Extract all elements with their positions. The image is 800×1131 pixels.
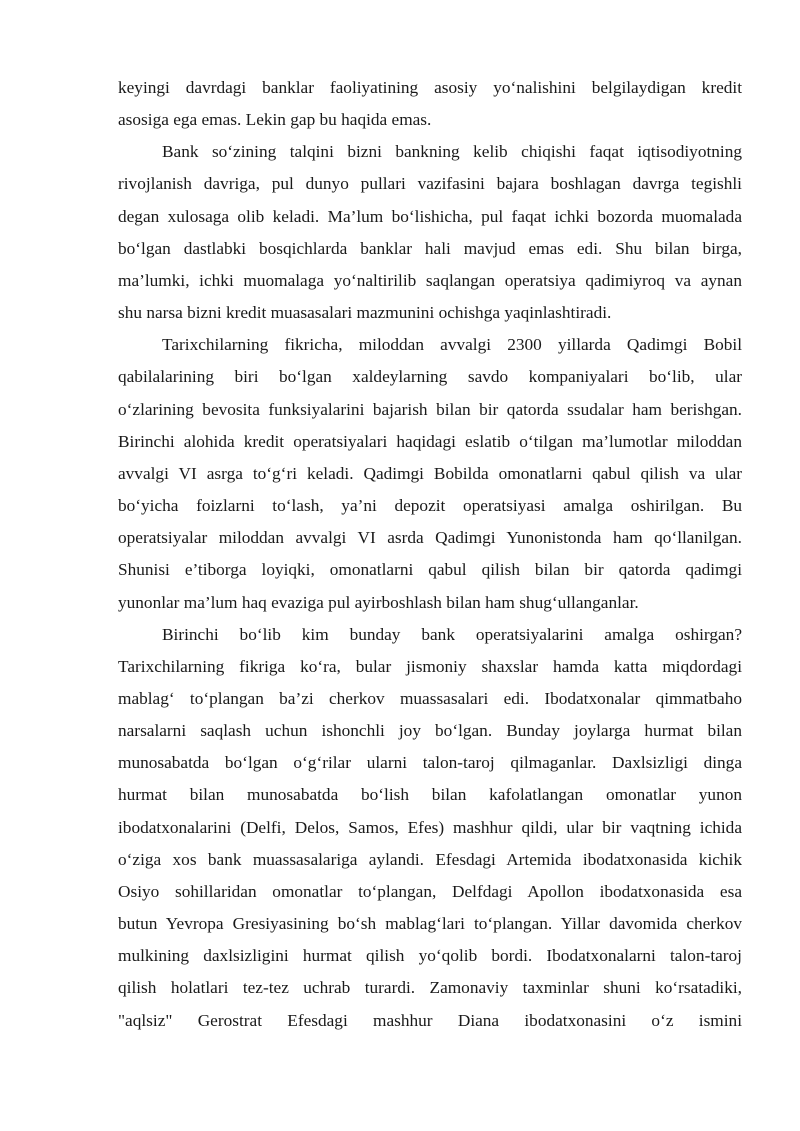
text-line: Bank so‘zining talqini bizni bankning kelib chiqishi faqat iqtisodiyotning: [162, 142, 742, 162]
text-line: Shunisi e’tiborga loyiqki, omonatlarni qabul qilish bilan bir qatorda qadimgi: [118, 560, 742, 580]
paragraph-continuation: [118, 72, 742, 136]
text-line: avvalgi VI asrga to‘g‘ri keladi. Qadimgi Bobilda omonatlarni qabul qilish va ular: [118, 463, 742, 483]
text-line: Birinchi bo‘lib kim bunday bank operatsiyalarini amalga oshirgan?: [162, 624, 742, 644]
text-line: yunonlar ma’lum haq evaziga pul ayirboshlash bilan ham shug‘ullanganlar.: [118, 592, 639, 612]
text-line: munosabatda bo‘lgan o‘g‘rilar ularni talon-taroj qilmaganlar. Daxlsizligi dinga: [118, 753, 742, 773]
text-line: bo‘yicha foizlarni to‘lash, ya’ni depozit operatsiyasi amalga oshirilgan. Bu: [118, 496, 742, 516]
text-line: mablag‘ to‘plangan ba’zi cherkov muassasalari edi. Ibodatxonalar qimmatbaho: [118, 688, 742, 708]
text-line: ma’lumki, ichki muomalaga yo‘naltirilib saqlangan operatsiya qadimiyroq va aynan: [118, 270, 742, 290]
text-line: Osiyo sohillaridan omonatlar to‘plangan, Delfdagi Apollon ibodatxonasida esa: [118, 881, 742, 901]
text-line: bo‘lgan dastlabki bosqichlarda banklar hali mavjud emas edi. Shu bilan birga,: [118, 238, 742, 258]
paragraph-temples: [118, 619, 742, 1037]
text-line: o‘ziga xos bank muassasalariga aylandi. Efesdagi Artemida ibodatxonasida kichik: [118, 849, 742, 869]
text-line: shu narsa bizni kredit muasasalari mazmunini ochishga yaqinlashtiradi.: [118, 303, 612, 323]
text-line: o‘zlarining bevosita funksiyalarini bajarish bilan bir qatorda ssudalar ham berishgan.: [118, 399, 742, 419]
text-line: keyingi davrdagi banklar faoliyatining asosiy yo‘nalishini belgilaydigan kredit: [118, 78, 742, 97]
text-line: hurmat bilan munosabatda bo‘lish bilan kafolatlangan omonatlar yunon: [118, 785, 742, 805]
document-page: [118, 72, 742, 1037]
text-line: "aqlsiz" Gerostrat Efesdagi mashhur Diana ibodatxonasini o‘z ismini: [118, 1010, 742, 1030]
text-line: Tarixchilarning fikriga ko‘ra, bular jismoniy shaxslar hamda katta miqdordagi: [118, 656, 742, 676]
paragraph-bank-word: [118, 136, 742, 329]
text-line: Tarixchilarning fikricha, miloddan avvalgi 2300 yillarda Qadimgi Bobil: [162, 335, 742, 355]
text-line: asosiga ega emas. Lekin gap bu haqida emas.: [118, 110, 432, 130]
text-line: mulkining daxlsizligini hurmat qilish yo‘qolib bordi. Ibodatxonalarni talon-taroj: [118, 946, 742, 966]
text-line: butun Yevropa Gresiyasining bo‘sh mablag‘lari to‘plangan. Yillar davomida cherkov: [118, 914, 742, 934]
text-line: degan xulosaga olib keladi. Ma’lum bo‘lishicha, pul faqat ichki bozorda muomalada: [118, 206, 742, 226]
text-line: ibodatxonalarini (Delfi, Delos, Samos, Efes) mashhur qildi, ular bir vaqtning ichida: [118, 817, 742, 837]
text-line: operatsiyalar miloddan avvalgi VI asrda Qadimgi Yunonistonda ham qo‘llanilgan.: [118, 528, 742, 548]
text-line: qabilalarining biri bo‘lgan xaldeylarning savdo kompaniyalari bo‘lib, ular: [118, 367, 742, 387]
text-line: Birinchi alohida kredit operatsiyalari haqidagi eslatib o‘tilgan ma’lumotlar miloddan: [118, 431, 742, 451]
text-line: rivojlanish davriga, pul dunyo pullari vazifasini bajara boshlagan davrga tegishli: [118, 174, 742, 194]
text-line: narsalarni saqlash uchun ishonchli joy bo‘lgan. Bunday joylarga hurmat bilan: [118, 721, 742, 741]
paragraph-historians: [118, 329, 742, 618]
text-line: qilish holatlari tez-tez uchrab turardi. Zamonaviy taxminlar shuni ko‘rsatadiki,: [118, 978, 742, 998]
